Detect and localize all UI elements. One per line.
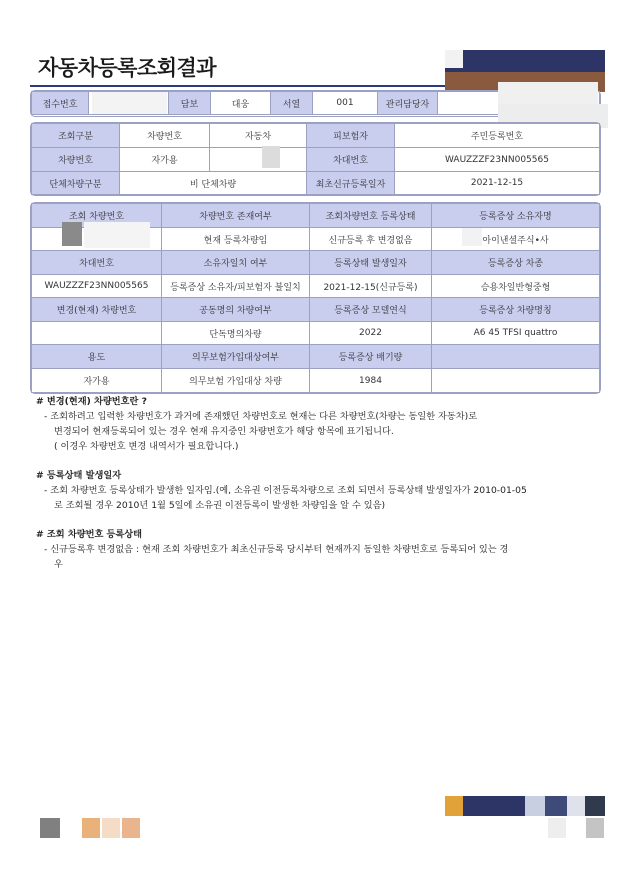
branch-label: 서열	[271, 92, 313, 115]
receipt-no-label: 접수번호	[32, 92, 89, 115]
person-label: 담보	[169, 92, 211, 115]
note1-line: 변경되어 현재등록되어 있는 경우 현재 유지중인 차량번호가 해당 항목에 표기됩니다.	[54, 426, 394, 437]
note2-line: - 조회 차량번호 등록상태가 발생한 일자임.(예, 소유권 이전등록차량으로 조회 되면서 등록상태 발생일자가 2010-01-05	[44, 485, 527, 496]
note3-title: # 조회 차량번호 등록상태	[36, 529, 143, 540]
color-block	[548, 818, 566, 838]
mandatory-insurance: 의무보험 가입대상 차량	[162, 369, 310, 393]
color-block	[82, 818, 100, 838]
redaction-block	[262, 146, 280, 168]
redaction-block	[92, 92, 167, 114]
header-cell: 변경(현재) 차량번호	[32, 298, 162, 322]
vehicle-no-label: 차량번호	[32, 148, 120, 172]
note3-line: 우	[54, 559, 63, 570]
info-table	[31, 123, 600, 195]
query-type-value: 차량번호	[120, 124, 210, 148]
insured-label: 피보험자	[307, 124, 395, 148]
header-cell: 등록상태 발생일자	[310, 251, 432, 275]
fleet-value: 비 단체차량	[120, 172, 307, 195]
redaction-block	[62, 222, 82, 246]
color-block	[445, 796, 463, 816]
header-cell	[432, 345, 600, 369]
note2-line: 로 조회될 경우 2010년 1월 5일에 소유권 이전등록이 발생한 차량임을 알 수 있음)	[54, 500, 386, 511]
color-block	[586, 818, 604, 838]
joint-ownership: 단독명의차량	[162, 322, 310, 345]
query-type-label: 조회구분	[32, 124, 120, 148]
color-block	[122, 818, 140, 838]
header-cell: 소유자일치 여부	[162, 251, 310, 275]
vehicle-no-value: 자가용	[120, 148, 210, 172]
displacement: 1984	[310, 369, 432, 393]
model-year: 2022	[310, 322, 432, 345]
color-block	[102, 818, 120, 838]
color-block	[445, 50, 463, 68]
owner-name: 아이낸셜주식•사	[432, 228, 600, 251]
owner-match: 등록증상 소유자/피보험자 불일치	[162, 275, 310, 298]
header-cell: 등록증상 모델연식	[310, 298, 432, 322]
first-reg-value: 2021-12-15	[395, 172, 600, 195]
note1-line: - 조회하려고 입력한 차량번호가 과거에 존재했던 차량번호로 현재는 다른 차량번호(차량는 동일한 자동차)로	[44, 411, 478, 422]
note3-line: - 신규등록후 변경없음 : 현재 조회 차량번호가 최초신규등록 당시부터 현재까지 동일한 차량번호로 등록되어 있는 경	[44, 544, 509, 555]
header-cell: 용도	[32, 345, 162, 369]
fleet-label: 단체차량구분	[32, 172, 120, 195]
reg-status: 신규등록 후 변경없음	[310, 228, 432, 251]
note2-title: # 등록상태 발생일자	[36, 470, 122, 481]
header-cell: 조회차량번호 등록상태	[310, 204, 432, 228]
insured-value: 주민등록번호	[395, 124, 600, 148]
branch-value: 001	[313, 92, 378, 115]
vehicle-no-extra	[210, 148, 307, 172]
person-value: 대웅	[211, 92, 271, 115]
usage: 자가용	[32, 369, 162, 393]
vehicle-exists: 현재 등록차량임	[162, 228, 310, 251]
query-type-value2: 자동차	[210, 124, 307, 148]
header-cell: 등록증상 차량명칭	[432, 298, 600, 322]
header-cell: 등록증상 차종	[432, 251, 600, 275]
empty-cell	[432, 369, 600, 393]
vehicle-type: 승용차일반형중형	[432, 275, 600, 298]
color-block	[40, 818, 60, 838]
first-reg-label: 최초신규등록일자	[307, 172, 395, 195]
notes-section	[36, 394, 596, 572]
redaction-block	[462, 228, 482, 246]
manager-label: 관리담당자	[378, 92, 438, 115]
color-block	[463, 796, 525, 816]
vin-value: WAUZZZF23NN005565	[395, 148, 600, 172]
color-block	[567, 796, 585, 816]
header-cell: 조회 차량번호	[32, 204, 162, 228]
vin-label: 차대번호	[307, 148, 395, 172]
header-cell: 차대번호	[32, 251, 162, 275]
page-title: 자동차등록조회결과	[38, 56, 217, 80]
color-block	[445, 50, 605, 72]
note1-title: # 변경(현재) 차량번호란 ?	[36, 396, 147, 407]
color-block	[585, 796, 605, 816]
header-cell: 의무보험가입대상여부	[162, 345, 310, 369]
header-cell: 공동명의 차량여부	[162, 298, 310, 322]
vehicle-name: A6 45 TFSI quattro	[432, 322, 600, 345]
redaction-block	[84, 222, 150, 248]
header-cell: 차량번호 존재여부	[162, 204, 310, 228]
color-block	[525, 796, 545, 816]
header-cell: 등록증상 배기량	[310, 345, 432, 369]
header-cell: 등록증상 소유자명	[432, 204, 600, 228]
note1-line: ( 이경우 차량번호 변경 내역서가 필요합니다.)	[54, 441, 239, 452]
changed-vehicle-no	[32, 322, 162, 345]
vin-cell: WAUZZZF23NN005565	[32, 275, 162, 298]
color-block	[545, 796, 567, 816]
status-date: 2021-12-15(신규등록)	[310, 275, 432, 298]
